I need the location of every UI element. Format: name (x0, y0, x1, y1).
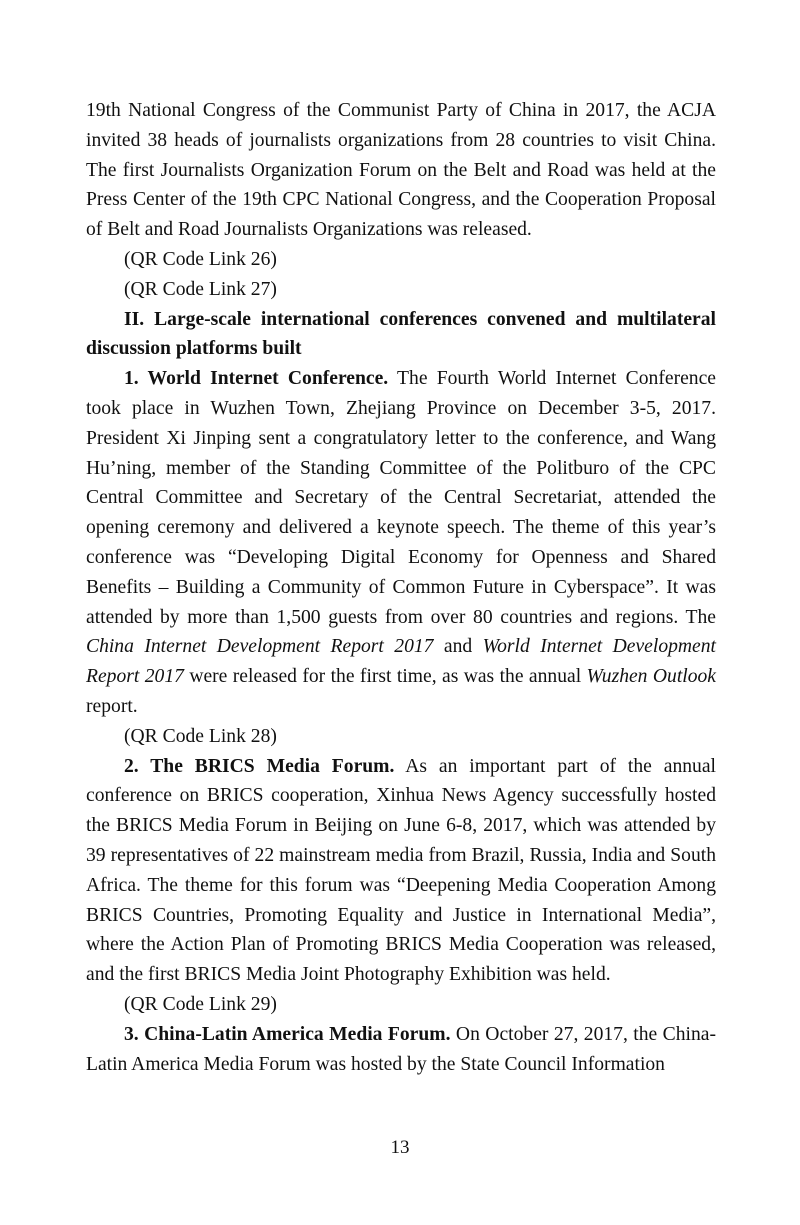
report-title: Wuzhen Outlook (586, 666, 717, 688)
paragraph-lead: 3. China-Latin America Media Forum. (124, 1023, 451, 1045)
paragraph-brics-media-forum (86, 752, 716, 990)
page-number: 13 (390, 1137, 410, 1158)
paragraph-text: As an important part of the annual conference on BRICS cooperation, Xinhua News Agency successfully hosted the BRICS Media Forum in Beijing on June 6-8, 2017, which was attended by 39 representatives of 22 mainstream media from Brazil, Russia, India and South Africa. The theme for this forum was “Deepening Media Cooperation Among BRICS Countries, Promoting Equality and Justice in International Media”, where the Action Plan of Promoting BRICS Media Cooperation was released, and the first BRICS Media Joint Photography Exhibition was held. (86, 755, 716, 986)
paragraph-lead: 1. World Internet Conference. (124, 368, 389, 390)
qr-code-link-26: (QR Code Link 26) (124, 248, 277, 270)
paragraph-lead: 2. The BRICS Media Forum. (124, 755, 395, 777)
paragraph-world-internet-conference (86, 364, 716, 722)
paragraph-text: and (433, 636, 483, 658)
paragraph-continuation: 19th National Congress of the Communist Party of China in 2017, the ACJA invited 38 heads of journalists organizations from 28 countries to visit China. The first Journalists Organization Forum on the Belt and Road was held at the Press Center of the 19th CPC National Congress, and the Cooperation Proposal of Belt and Road Journalists Organizations was released. (86, 100, 716, 241)
report-title: China Internet Development Report 2017 (86, 636, 434, 658)
qr-code-link-29: (QR Code Link 29) (124, 993, 277, 1015)
paragraph-text: were released for the first time, as was the annual (183, 666, 587, 688)
document-page (86, 96, 716, 1079)
report-title: World Internet Development Report 2017 (86, 636, 716, 688)
qr-code-link-28: (QR Code Link 28) (124, 725, 277, 747)
qr-code-link-27: (QR Code Link 27) (124, 278, 277, 300)
paragraph-text: On October 27, 2017, the China-Latin America Media Forum was hosted by the State Council Information (86, 1023, 716, 1075)
section-heading: II. Large-scale international conferences convened and multilateral discussion platforms built (86, 308, 716, 360)
paragraph-china-latin-america-media-forum (86, 1020, 716, 1080)
paragraph-text: report. (86, 695, 138, 717)
paragraph-text: The Fourth World Internet Conference took place in Wuzhen Town, Zhejiang Province on December 3-5, 2017. President Xi Jinping sent a congratulatory letter to the conference, and Wang Hu’ning, member of the Standing Committee of the Politburo of the CPC Central Committee and Secretary of the Central Secretariat, attended the opening ceremony and delivered a keynote speech. The theme of this year’s conference was “Developing Digital Economy for Openness and Shared Benefits – Building a Community of Common Future in Cyberspace”. It was attended by more than 1,500 guests from over 80 countries and regions. The (86, 368, 716, 628)
